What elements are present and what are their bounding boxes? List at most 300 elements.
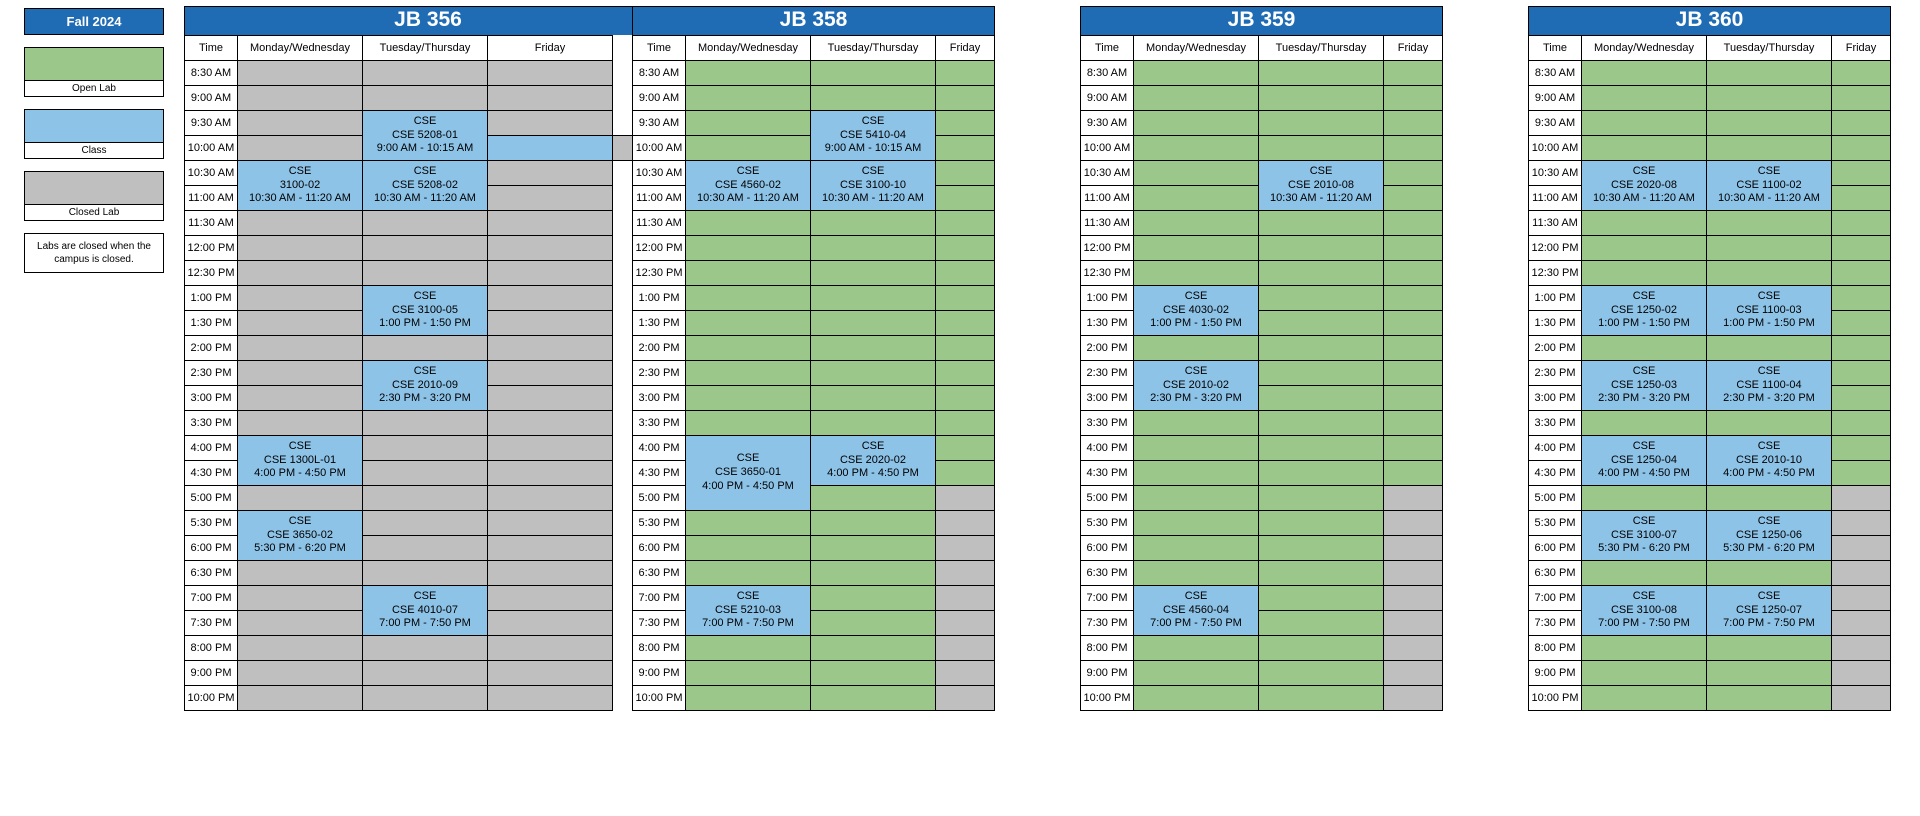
closed-lab-cell bbox=[488, 161, 613, 186]
open-lab-cell bbox=[1134, 636, 1259, 661]
time-label: 10:00 PM bbox=[1529, 686, 1582, 711]
open-lab-cell bbox=[936, 136, 995, 161]
class-cell: CSE CSE 3100-07 5:30 PM - 6:20 PM bbox=[1582, 511, 1707, 561]
class-cell: CSE CSE 2010-02 2:30 PM - 3:20 PM bbox=[1134, 361, 1259, 411]
time-label: 6:30 PM bbox=[1081, 561, 1134, 586]
schedule-table bbox=[1528, 35, 1891, 711]
time-label: 3:00 PM bbox=[1081, 386, 1134, 411]
open-lab-cell bbox=[1832, 186, 1891, 211]
open-lab-cell bbox=[1259, 461, 1384, 486]
open-lab-cell bbox=[936, 261, 995, 286]
open-lab-cell bbox=[936, 236, 995, 261]
table-row bbox=[185, 686, 672, 711]
closed-lab-cell bbox=[238, 586, 363, 611]
table-row bbox=[633, 61, 995, 86]
class-cell: CSE CSE 3100-05 1:00 PM - 1:50 PM bbox=[363, 286, 488, 336]
table-row bbox=[1529, 661, 1891, 686]
open-lab-cell bbox=[686, 286, 811, 311]
table-row bbox=[185, 286, 672, 311]
closed-lab-cell bbox=[363, 561, 488, 586]
table-row bbox=[1081, 361, 1443, 386]
open-lab-cell bbox=[811, 661, 936, 686]
room-schedule bbox=[184, 6, 672, 711]
time-label: 9:00 PM bbox=[185, 661, 238, 686]
time-label: 6:00 PM bbox=[633, 536, 686, 561]
time-label: 10:00 AM bbox=[1081, 136, 1134, 161]
open-lab-cell bbox=[811, 561, 936, 586]
closed-lab-cell bbox=[238, 661, 363, 686]
open-lab-cell bbox=[686, 661, 811, 686]
time-label: 3:30 PM bbox=[1529, 411, 1582, 436]
open-lab-cell bbox=[1259, 261, 1384, 286]
table-row bbox=[1081, 136, 1443, 161]
table-row bbox=[1529, 686, 1891, 711]
table-row bbox=[1081, 461, 1443, 486]
time-label: 10:00 PM bbox=[185, 686, 238, 711]
time-label: 1:00 PM bbox=[185, 286, 238, 311]
open-lab-cell bbox=[1582, 261, 1707, 286]
class-cell: CSE CSE 2020-08 10:30 AM - 11:20 AM bbox=[1582, 161, 1707, 211]
time-label: 10:00 PM bbox=[633, 686, 686, 711]
column-header: Monday/Wednesday bbox=[686, 36, 811, 61]
open-lab-cell bbox=[1832, 386, 1891, 411]
table-row bbox=[633, 336, 995, 361]
schedule-table bbox=[1080, 35, 1443, 711]
open-lab-cell bbox=[1707, 486, 1832, 511]
time-label: 6:30 PM bbox=[185, 561, 238, 586]
table-row bbox=[633, 361, 995, 386]
room-schedule bbox=[1080, 6, 1443, 711]
closed-lab-cell bbox=[488, 311, 613, 336]
time-label: 2:30 PM bbox=[1081, 361, 1134, 386]
open-lab-cell bbox=[1384, 461, 1443, 486]
open-lab-cell bbox=[1134, 236, 1259, 261]
time-label: 2:00 PM bbox=[633, 336, 686, 361]
table-row bbox=[1529, 261, 1891, 286]
open-lab-cell bbox=[811, 86, 936, 111]
open-lab-cell bbox=[1832, 161, 1891, 186]
table-row bbox=[185, 86, 672, 111]
time-label: 2:00 PM bbox=[1529, 336, 1582, 361]
time-label: 8:00 PM bbox=[1081, 636, 1134, 661]
legend-swatch-closed-lab bbox=[24, 171, 164, 221]
closed-lab-cell bbox=[488, 436, 613, 461]
closed-lab-cell bbox=[1832, 486, 1891, 511]
open-lab-cell bbox=[1259, 586, 1384, 611]
time-label: 6:00 PM bbox=[1081, 536, 1134, 561]
closed-lab-cell bbox=[238, 61, 363, 86]
table-row bbox=[185, 586, 672, 611]
table-row bbox=[633, 636, 995, 661]
time-label: 6:00 PM bbox=[185, 536, 238, 561]
time-label: 11:30 AM bbox=[1081, 211, 1134, 236]
table-row bbox=[1081, 586, 1443, 611]
class-cell: CSE CSE 1250-03 2:30 PM - 3:20 PM bbox=[1582, 361, 1707, 411]
open-lab-cell bbox=[811, 311, 936, 336]
table-row bbox=[633, 261, 995, 286]
table-row bbox=[1081, 161, 1443, 186]
time-label: 7:00 PM bbox=[1081, 586, 1134, 611]
table-row bbox=[1081, 561, 1443, 586]
closed-lab-cell bbox=[238, 111, 363, 136]
time-label: 5:30 PM bbox=[633, 511, 686, 536]
open-lab-cell bbox=[1384, 61, 1443, 86]
class-cell: CSE CSE 5208-02 10:30 AM - 11:20 AM bbox=[363, 161, 488, 211]
table-row bbox=[1081, 686, 1443, 711]
open-lab-cell bbox=[1384, 311, 1443, 336]
open-lab-cell bbox=[936, 461, 995, 486]
time-label: 11:00 AM bbox=[185, 186, 238, 211]
open-lab-cell bbox=[1832, 361, 1891, 386]
closed-lab-cell bbox=[488, 661, 613, 686]
open-lab-cell bbox=[1384, 411, 1443, 436]
table-row bbox=[1081, 536, 1443, 561]
class-cell: CSE CSE 4560-04 7:00 PM - 7:50 PM bbox=[1134, 586, 1259, 636]
open-lab-cell bbox=[1582, 61, 1707, 86]
table-row bbox=[1081, 61, 1443, 86]
open-lab-cell bbox=[811, 361, 936, 386]
open-lab-cell bbox=[1707, 211, 1832, 236]
closed-lab-cell bbox=[363, 461, 488, 486]
closed-lab-cell bbox=[238, 311, 363, 336]
open-lab-cell bbox=[1707, 686, 1832, 711]
class-cell: CSE CSE 4010-07 7:00 PM - 7:50 PM bbox=[363, 586, 488, 636]
time-label: 5:00 PM bbox=[1081, 486, 1134, 511]
closed-lab-cell bbox=[363, 436, 488, 461]
open-lab-cell bbox=[936, 161, 995, 186]
open-lab-cell bbox=[936, 286, 995, 311]
closed-lab-cell bbox=[1832, 636, 1891, 661]
column-header: Tuesday/Thursday bbox=[811, 36, 936, 61]
time-label: 10:30 AM bbox=[633, 161, 686, 186]
open-lab-cell bbox=[1384, 86, 1443, 111]
open-lab-cell bbox=[936, 411, 995, 436]
open-lab-cell bbox=[1582, 636, 1707, 661]
open-lab-cell bbox=[1134, 211, 1259, 236]
table-row bbox=[1529, 86, 1891, 111]
open-lab-cell bbox=[1134, 461, 1259, 486]
time-label: 9:00 AM bbox=[1529, 86, 1582, 111]
closed-lab-cell bbox=[1832, 611, 1891, 636]
open-lab-cell bbox=[1582, 336, 1707, 361]
table-row bbox=[1529, 361, 1891, 386]
table-row bbox=[633, 286, 995, 311]
closed-lab-cell bbox=[363, 61, 488, 86]
time-label: 8:00 PM bbox=[185, 636, 238, 661]
time-label: 9:30 AM bbox=[633, 111, 686, 136]
time-label: 1:30 PM bbox=[185, 311, 238, 336]
time-label: 5:30 PM bbox=[1529, 511, 1582, 536]
time-label: 4:00 PM bbox=[185, 436, 238, 461]
closed-lab-cell bbox=[363, 486, 488, 511]
open-lab-cell bbox=[1707, 136, 1832, 161]
column-header: Time bbox=[185, 36, 238, 61]
time-label: 1:00 PM bbox=[1529, 286, 1582, 311]
open-lab-cell bbox=[811, 411, 936, 436]
table-row bbox=[1081, 236, 1443, 261]
open-lab-cell bbox=[1832, 86, 1891, 111]
time-label: 9:00 AM bbox=[633, 86, 686, 111]
closed-lab-cell bbox=[936, 561, 995, 586]
class-cell: CSE CSE 1250-02 1:00 PM - 1:50 PM bbox=[1582, 286, 1707, 336]
room-title: JB 360 bbox=[1528, 6, 1891, 35]
time-label: 12:30 PM bbox=[185, 261, 238, 286]
closed-lab-cell bbox=[238, 636, 363, 661]
open-lab-cell bbox=[1259, 361, 1384, 386]
time-label: 2:00 PM bbox=[1081, 336, 1134, 361]
time-label: 12:00 PM bbox=[185, 236, 238, 261]
table-row bbox=[185, 336, 672, 361]
open-lab-cell bbox=[936, 211, 995, 236]
table-row bbox=[1529, 211, 1891, 236]
table-row bbox=[1081, 86, 1443, 111]
table-row bbox=[1081, 636, 1443, 661]
open-lab-cell bbox=[1832, 61, 1891, 86]
column-header: Tuesday/Thursday bbox=[1707, 36, 1832, 61]
open-lab-cell bbox=[1134, 686, 1259, 711]
time-label: 5:00 PM bbox=[185, 486, 238, 511]
open-lab-cell bbox=[1134, 536, 1259, 561]
time-label: 12:00 PM bbox=[633, 236, 686, 261]
table-row bbox=[1529, 61, 1891, 86]
class-cell: CSE CSE 5208-01 9:00 AM - 10:15 AM bbox=[363, 111, 488, 161]
open-lab-cell bbox=[1259, 286, 1384, 311]
open-lab-cell bbox=[686, 536, 811, 561]
open-lab-cell bbox=[811, 486, 936, 511]
class-cell: CSE CSE 3100-10 10:30 AM - 11:20 AM bbox=[811, 161, 936, 211]
legend-label-closed-lab: Closed Lab bbox=[25, 204, 163, 220]
class-cell: CSE CSE 1100-04 2:30 PM - 3:20 PM bbox=[1707, 361, 1832, 411]
open-lab-cell bbox=[1134, 436, 1259, 461]
open-lab-cell bbox=[936, 86, 995, 111]
table-row bbox=[185, 436, 672, 461]
time-label: 12:30 PM bbox=[1529, 261, 1582, 286]
table-row bbox=[633, 411, 995, 436]
open-lab-cell bbox=[1832, 211, 1891, 236]
time-label: 2:30 PM bbox=[185, 361, 238, 386]
open-lab-cell bbox=[1259, 386, 1384, 411]
open-lab-cell bbox=[1134, 486, 1259, 511]
open-lab-cell bbox=[936, 386, 995, 411]
open-lab-cell bbox=[1707, 636, 1832, 661]
class-cell: CSE CSE 2020-02 4:00 PM - 4:50 PM bbox=[811, 436, 936, 486]
table-row bbox=[1529, 636, 1891, 661]
open-lab-cell bbox=[1259, 136, 1384, 161]
open-lab-cell bbox=[936, 436, 995, 461]
open-lab-cell bbox=[1832, 311, 1891, 336]
time-label: 8:30 AM bbox=[1081, 61, 1134, 86]
schedule-table bbox=[184, 35, 672, 711]
table-row bbox=[633, 311, 995, 336]
time-label: 1:00 PM bbox=[1081, 286, 1134, 311]
time-label: 7:00 PM bbox=[185, 586, 238, 611]
room-title: JB 359 bbox=[1080, 6, 1443, 35]
open-lab-cell bbox=[1384, 286, 1443, 311]
closed-lab-cell bbox=[488, 611, 613, 636]
class-cell: CSE CSE 4560-02 10:30 AM - 11:20 AM bbox=[686, 161, 811, 211]
table-row bbox=[1529, 586, 1891, 611]
class-cell: CSE CSE 3650-02 5:30 PM - 6:20 PM bbox=[238, 511, 363, 561]
open-lab-cell bbox=[1259, 561, 1384, 586]
open-lab-cell bbox=[1707, 261, 1832, 286]
time-label: 4:30 PM bbox=[185, 461, 238, 486]
open-lab-cell bbox=[1707, 561, 1832, 586]
time-label: 5:00 PM bbox=[633, 486, 686, 511]
open-lab-cell bbox=[686, 386, 811, 411]
table-row bbox=[1529, 336, 1891, 361]
table-row bbox=[1081, 211, 1443, 236]
closed-lab-cell bbox=[1384, 511, 1443, 536]
column-header: Monday/Wednesday bbox=[1134, 36, 1259, 61]
table-row bbox=[633, 586, 995, 611]
time-label: 9:30 AM bbox=[185, 111, 238, 136]
closed-lab-cell bbox=[238, 361, 363, 386]
table-row bbox=[633, 436, 995, 461]
table-row bbox=[633, 661, 995, 686]
time-label: 4:30 PM bbox=[1081, 461, 1134, 486]
closed-lab-cell bbox=[1384, 586, 1443, 611]
class-cell: CSE CSE 2010-08 10:30 AM - 11:20 AM bbox=[1259, 161, 1384, 211]
closed-lab-cell bbox=[488, 261, 613, 286]
time-label: 7:30 PM bbox=[1529, 611, 1582, 636]
closed-lab-cell bbox=[1384, 536, 1443, 561]
open-lab-cell bbox=[1707, 336, 1832, 361]
open-lab-cell bbox=[1384, 436, 1443, 461]
open-lab-cell bbox=[1384, 336, 1443, 361]
table-row bbox=[633, 236, 995, 261]
open-lab-cell bbox=[1582, 411, 1707, 436]
table-row bbox=[1529, 286, 1891, 311]
open-lab-cell bbox=[1582, 661, 1707, 686]
time-label: 8:00 PM bbox=[1529, 636, 1582, 661]
class-cell: CSE CSE 4030-02 1:00 PM - 1:50 PM bbox=[1134, 286, 1259, 336]
closed-lab-cell bbox=[488, 586, 613, 611]
closed-lab-cell bbox=[936, 661, 995, 686]
open-lab-cell bbox=[1259, 611, 1384, 636]
time-label: 4:00 PM bbox=[1529, 436, 1582, 461]
open-lab-cell bbox=[1582, 486, 1707, 511]
closed-lab-cell bbox=[1832, 586, 1891, 611]
legend-swatch-class bbox=[24, 109, 164, 159]
closed-lab-cell bbox=[1832, 661, 1891, 686]
time-label: 9:00 AM bbox=[1081, 86, 1134, 111]
open-lab-cell bbox=[1259, 686, 1384, 711]
open-lab-cell bbox=[1582, 136, 1707, 161]
open-lab-cell bbox=[1134, 61, 1259, 86]
open-lab-cell bbox=[686, 311, 811, 336]
open-lab-cell bbox=[1134, 561, 1259, 586]
time-label: 9:00 AM bbox=[185, 86, 238, 111]
legend-label-open-lab: Open Lab bbox=[25, 80, 163, 96]
table-row bbox=[185, 61, 672, 86]
open-lab-cell bbox=[1832, 111, 1891, 136]
time-label: 6:30 PM bbox=[1529, 561, 1582, 586]
time-label: 11:00 AM bbox=[633, 186, 686, 211]
closed-lab-cell bbox=[1832, 511, 1891, 536]
time-label: 12:00 PM bbox=[1081, 236, 1134, 261]
open-lab-cell bbox=[1259, 411, 1384, 436]
closed-lab-cell bbox=[488, 236, 613, 261]
closed-lab-cell bbox=[488, 186, 613, 211]
time-label: 7:30 PM bbox=[185, 611, 238, 636]
class-cell: CSE CSE 1100-02 10:30 AM - 11:20 AM bbox=[1707, 161, 1832, 211]
closed-lab-cell bbox=[936, 686, 995, 711]
time-label: 8:30 AM bbox=[1529, 61, 1582, 86]
open-lab-cell bbox=[1259, 661, 1384, 686]
room-title: JB 358 bbox=[632, 6, 995, 35]
time-label: 3:00 PM bbox=[633, 386, 686, 411]
time-label: 6:00 PM bbox=[1529, 536, 1582, 561]
table-row bbox=[633, 561, 995, 586]
open-lab-cell bbox=[811, 536, 936, 561]
open-lab-cell bbox=[1134, 186, 1259, 211]
closed-lab-cell bbox=[238, 136, 363, 161]
legend-swatch-open-lab bbox=[24, 47, 164, 97]
table-row bbox=[1081, 261, 1443, 286]
time-label: 9:00 PM bbox=[633, 661, 686, 686]
open-lab-cell bbox=[1134, 136, 1259, 161]
schedule-table bbox=[632, 35, 995, 711]
time-label: 6:30 PM bbox=[633, 561, 686, 586]
closed-lab-cell bbox=[1384, 486, 1443, 511]
open-lab-cell bbox=[1259, 536, 1384, 561]
open-lab-cell bbox=[1832, 411, 1891, 436]
closed-lab-cell bbox=[363, 211, 488, 236]
table-row bbox=[185, 636, 672, 661]
time-label: 10:00 AM bbox=[185, 136, 238, 161]
room-title: JB 356 bbox=[184, 6, 672, 35]
open-lab-cell bbox=[1134, 161, 1259, 186]
closed-lab-cell bbox=[363, 261, 488, 286]
table-row bbox=[1529, 436, 1891, 461]
open-lab-cell bbox=[1259, 61, 1384, 86]
time-label: 11:00 AM bbox=[1081, 186, 1134, 211]
time-label: 7:30 PM bbox=[1081, 611, 1134, 636]
closed-lab-cell bbox=[363, 661, 488, 686]
table-row bbox=[1529, 511, 1891, 536]
open-lab-cell bbox=[686, 336, 811, 361]
room-schedule bbox=[632, 6, 995, 711]
open-lab-cell bbox=[936, 111, 995, 136]
open-lab-cell bbox=[936, 336, 995, 361]
table-row bbox=[1081, 286, 1443, 311]
open-lab-cell bbox=[686, 236, 811, 261]
open-lab-cell bbox=[1134, 511, 1259, 536]
open-lab-cell bbox=[811, 386, 936, 411]
table-row bbox=[633, 536, 995, 561]
open-lab-cell bbox=[1259, 111, 1384, 136]
time-label: 8:30 AM bbox=[633, 61, 686, 86]
open-lab-cell bbox=[1134, 661, 1259, 686]
closed-lab-cell bbox=[936, 536, 995, 561]
time-label: 11:30 AM bbox=[185, 211, 238, 236]
closed-lab-cell bbox=[363, 686, 488, 711]
closed-lab-cell bbox=[488, 636, 613, 661]
closed-lab-cell bbox=[488, 211, 613, 236]
open-lab-cell bbox=[811, 611, 936, 636]
closed-lab-cell bbox=[936, 611, 995, 636]
closed-lab-cell bbox=[936, 586, 995, 611]
time-label: 10:00 AM bbox=[1529, 136, 1582, 161]
table-row bbox=[1081, 411, 1443, 436]
open-lab-cell bbox=[1832, 461, 1891, 486]
closed-lab-cell bbox=[488, 111, 613, 136]
closed-lab-cell bbox=[238, 611, 363, 636]
time-label: 7:30 PM bbox=[633, 611, 686, 636]
open-lab-cell bbox=[1134, 336, 1259, 361]
closed-lab-cell bbox=[936, 636, 995, 661]
class-cell bbox=[488, 136, 613, 161]
